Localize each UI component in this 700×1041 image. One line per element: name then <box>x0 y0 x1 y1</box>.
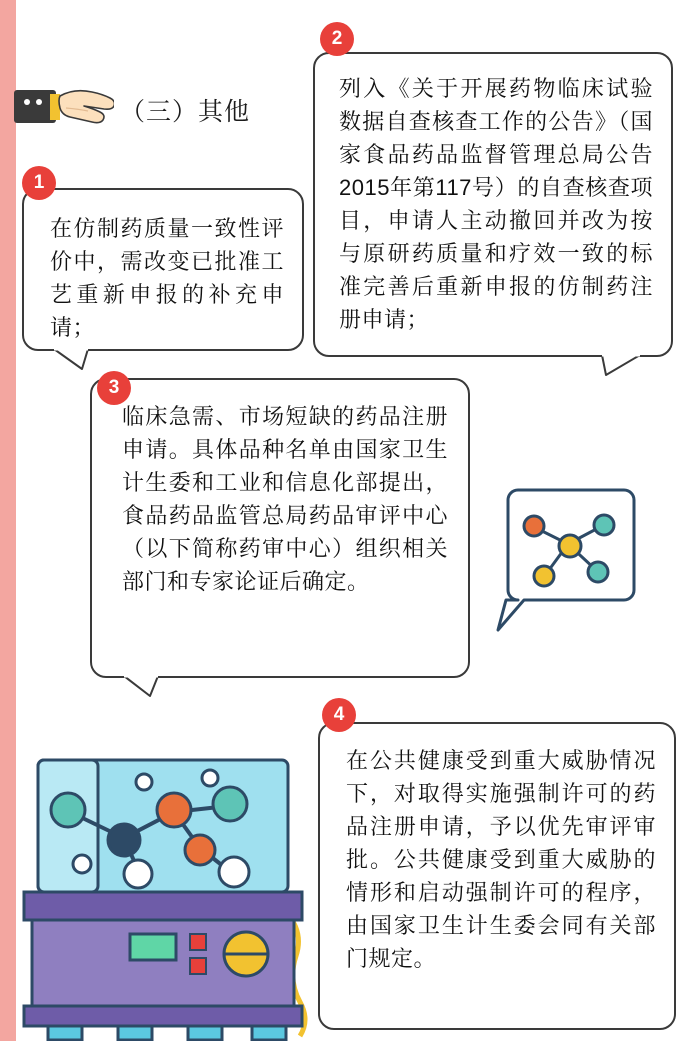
callout-text-2: 列入《关于开展药物临床试验数据自查核查工作的公告》（国家食品药品监督管理总局公告2015年第117号）的自查核查项目，申请人主动撤回并改为按与原研药质量和疗效一致的标准完善后重新申报的仿制药注册申请； <box>339 76 653 332</box>
page-title: （三）其他 <box>120 98 251 126</box>
callout-box-4 <box>318 722 676 1030</box>
pointing-hand-icon <box>14 82 114 134</box>
callout-text-3: 临床急需、市场短缺的药品注册申请。具体品种名单由国家卫生计生委和工业和信息化部提出，食品药品监管总局药品审评中心（以下简称药审中心）组织相关部门和专家论证后确定。 <box>122 404 448 594</box>
laboratory-machine-icon <box>14 752 314 1041</box>
callout-box-2 <box>313 52 673 357</box>
callout-tail-1 <box>52 349 92 371</box>
callout-text-1: 在仿制药质量一致性评价中，需改变已批准工艺重新申报的补充申请； <box>50 216 284 340</box>
callout-badge-3: 3 <box>97 371 131 405</box>
speech-bubble-molecule-icon <box>484 486 636 636</box>
callout-tail-3 <box>120 676 162 698</box>
callout-box-1 <box>22 188 304 351</box>
callout-tail-2 <box>600 355 644 377</box>
callout-badge-4: 4 <box>322 698 356 732</box>
callout-badge-2: 2 <box>320 22 354 56</box>
callout-badge-1: 1 <box>22 166 56 200</box>
callout-text-4: 在公共健康受到重大威胁情况下，对取得实施强制许可的药品注册申请，予以优先审评审批。公共健康受到重大威胁的情形和启动强制许可的程序，由国家卫生计生委会同有关部门规定。 <box>346 748 656 971</box>
callout-box-3 <box>90 378 470 678</box>
